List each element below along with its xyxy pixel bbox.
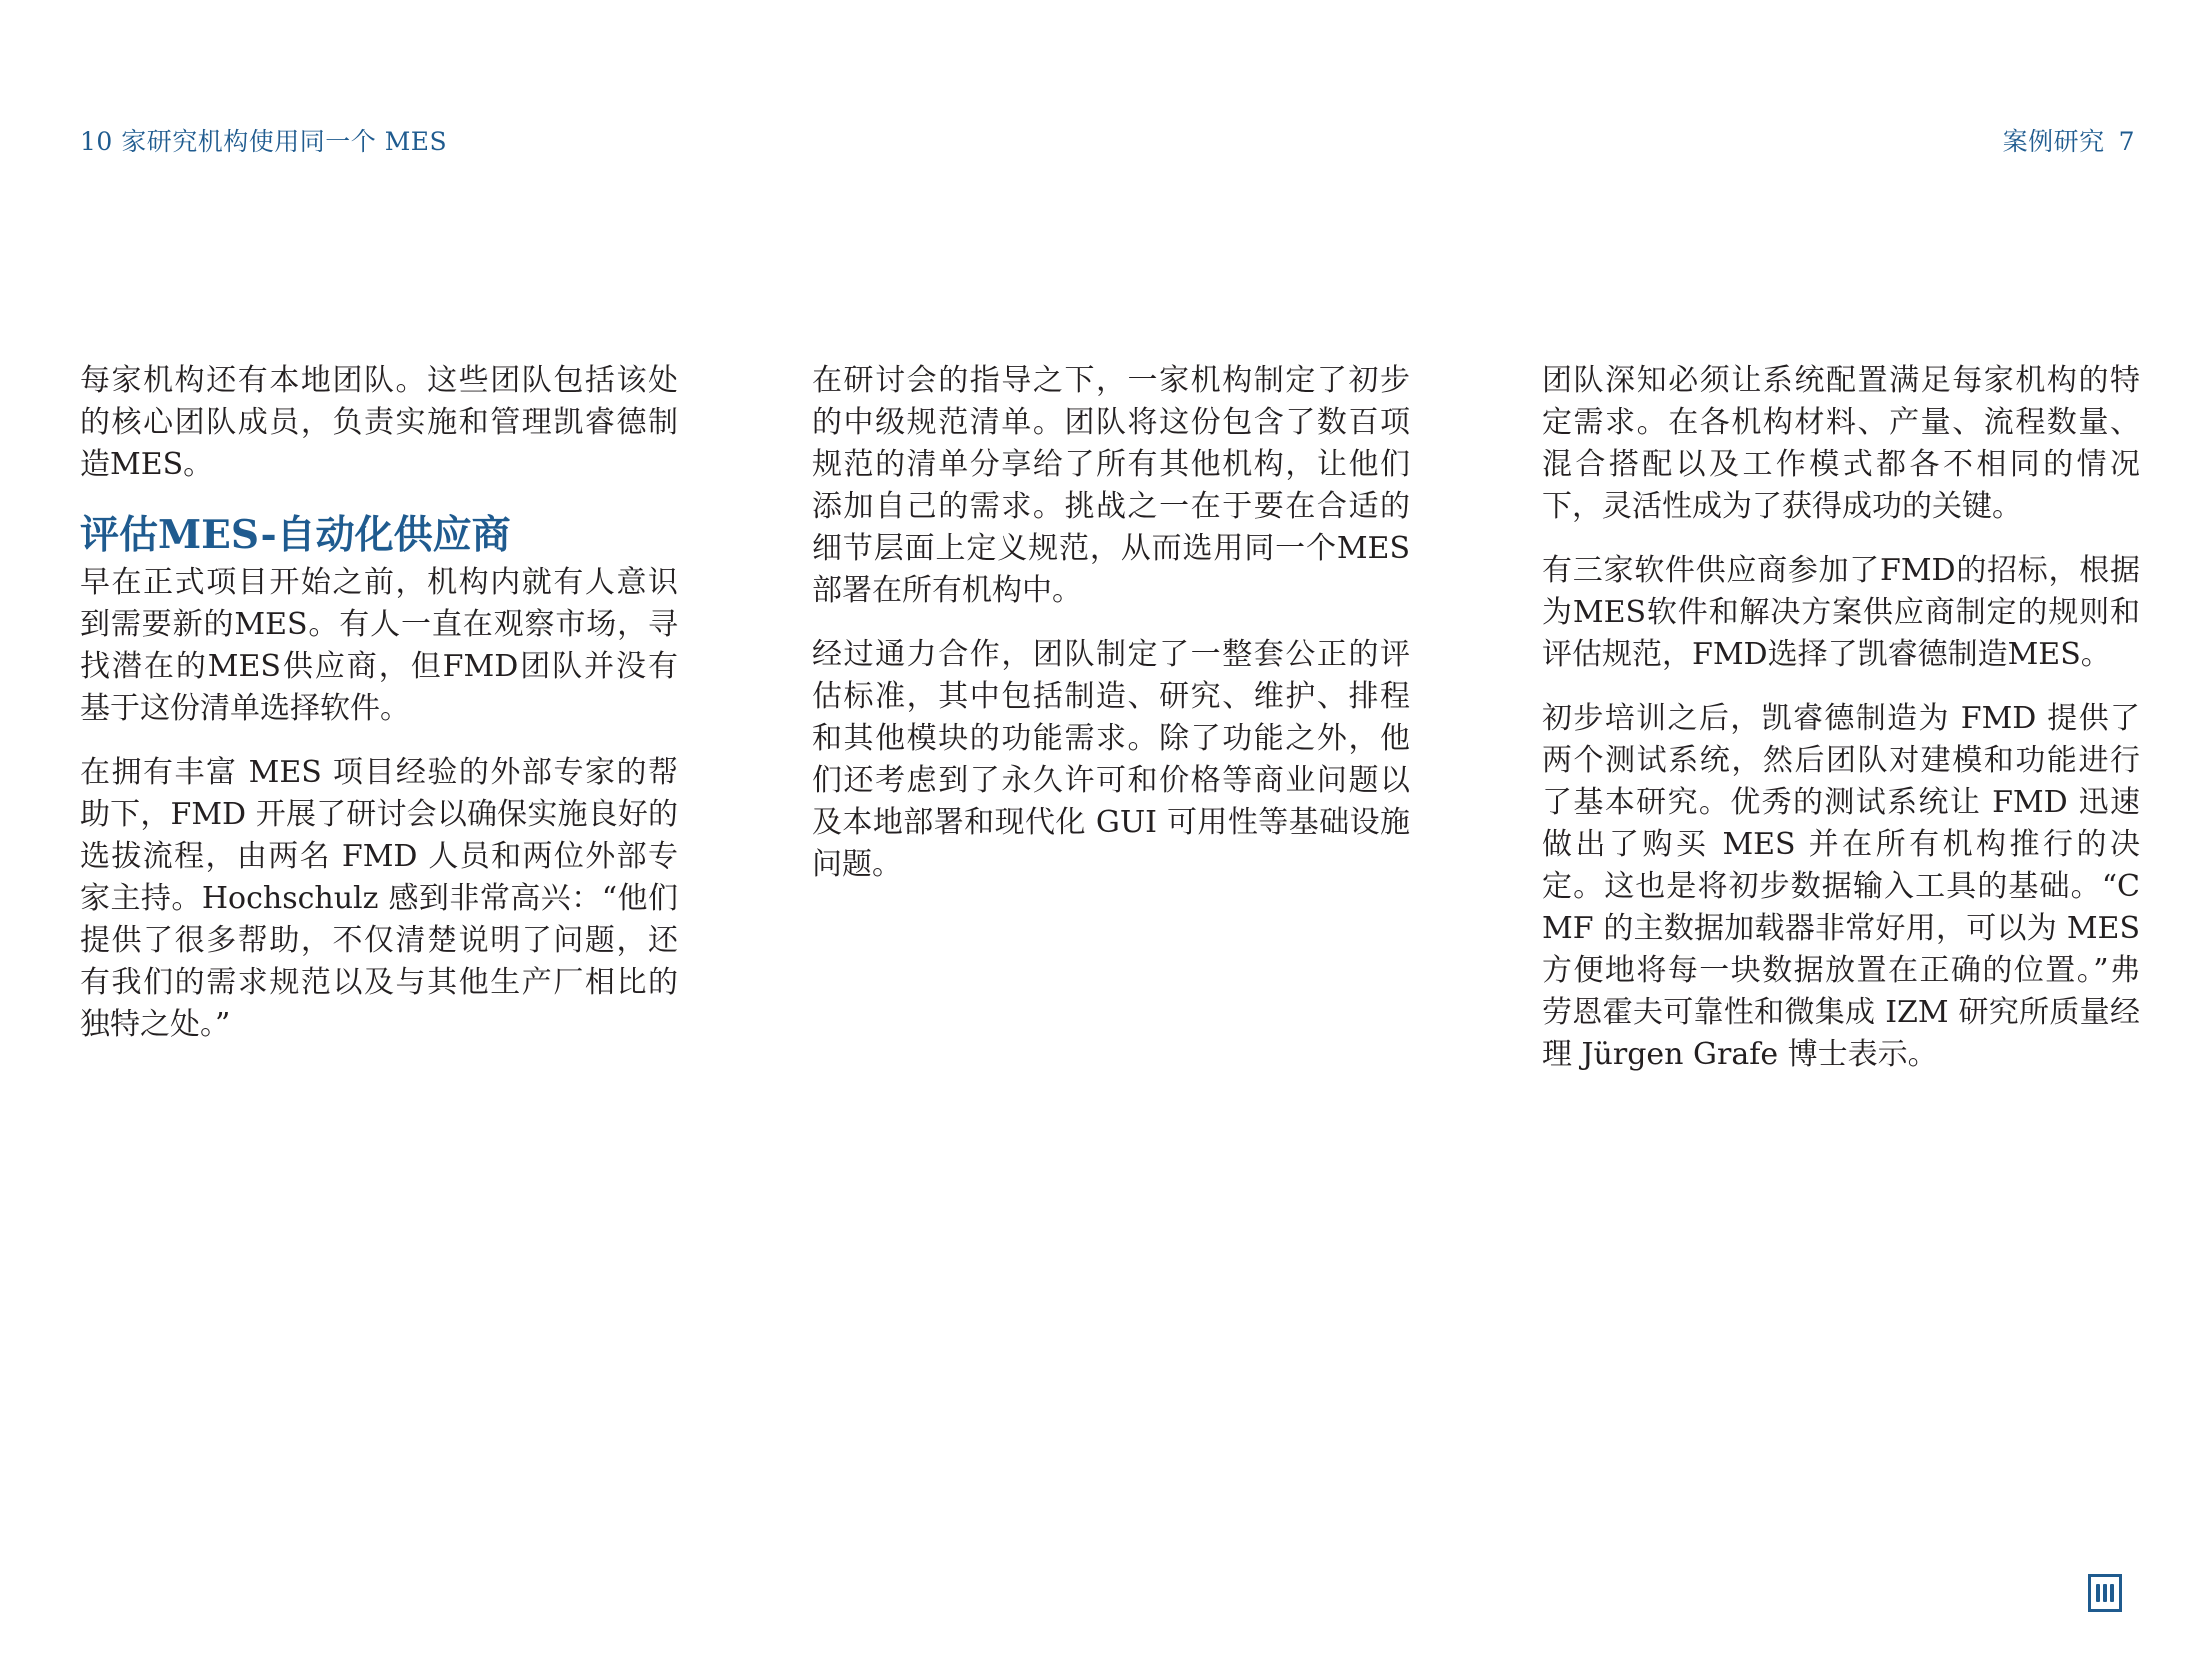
body-paragraph: 早在正式项目开始之前，机构内就有人意识到需要新的MES。有人一直在观察市场，寻找潜在的MES供应商，但FMD团队并没有基于这份清单选择软件。 (80, 565, 678, 726)
text-column-1 (80, 360, 678, 1068)
section-heading: 评估MES-自动化供应商 (80, 512, 511, 558)
logo-bar (2103, 1584, 2107, 1602)
logo-bar (2110, 1584, 2114, 1602)
body-paragraph: 团队深知必须让系统配置满足每家机构的特定需求。在各机构材料、产量、流程数量、混合搭配以及工作模式都各不相同的情况下，灵活性成为了获得成功的关键。 (1542, 363, 2140, 524)
page-number: 7 (2118, 127, 2135, 156)
running-header-section (2003, 122, 2135, 158)
intro-paragraph: 每家机构还有本地团队。这些团队包括该处的核心团队成员，负责实施和管理凯睿德制造MES。 (80, 363, 678, 482)
body-paragraph: 经过通力合作，团队制定了一整套公正的评估标准，其中包括制造、研究、维护、排程和其他模块的功能需求。除了功能之外，他们还考虑到了永久许可和价格等商业问题以及本地部署和现代化 GUI 可用性等基础设施问题。 (812, 637, 1410, 882)
logo-bar (2096, 1584, 2100, 1602)
text-column-3 (1542, 360, 2140, 1098)
body-paragraph: 初步培训之后，凯睿德制造为 FMD 提供了两个测试系统，然后团队对建模和功能进行了基本研究。优秀的测试系统让 FMD 迅速做出了购买 MES 并在所有机构推行的决定。这也是将初步数据输入工具的基础。“CMF 的主数据加载器非常好用，可以为 MES 方便地将每一块数据放置在正确的位置。”弗劳恩霍夫可靠性和微集成 IZM 研究所质量经理 Jürgen Grafe 博士表示。 (1542, 701, 2140, 1072)
running-header-title: 10 家研究机构使用同一个 MES (80, 127, 448, 156)
body-paragraph: 在拥有丰富 MES 项目经验的外部专家的帮助下，FMD 开展了研讨会以确保实施良好的选拔流程，由两名 FMD 人员和两位外部专家主持。Hochschulz 感到非常高兴：“他们提供了很多帮助，不仅清楚说明了问题，还有我们的需求规范以及与其他生产厂相比的独特之处。” (80, 755, 678, 1042)
text-column-2 (812, 360, 1410, 908)
section-label: 案例研究 (2002, 127, 2105, 156)
body-paragraph: 在研讨会的指导之下，一家机构制定了初步的中级规范清单。团队将这份包含了数百项规范的清单分享给了所有其他机构，让他们添加自己的需求。挑战之一在于要在合适的细节层面上定义规范，从而选用同一个MES部署在所有机构中。 (812, 363, 1410, 608)
body-paragraph: 有三家软件供应商参加了FMD的招标，根据为MES软件和解决方案供应商制定的规则和评估规范，FMD选择了凯睿德制造MES。 (1542, 553, 2140, 672)
brand-logo-icon (2088, 1574, 2122, 1612)
